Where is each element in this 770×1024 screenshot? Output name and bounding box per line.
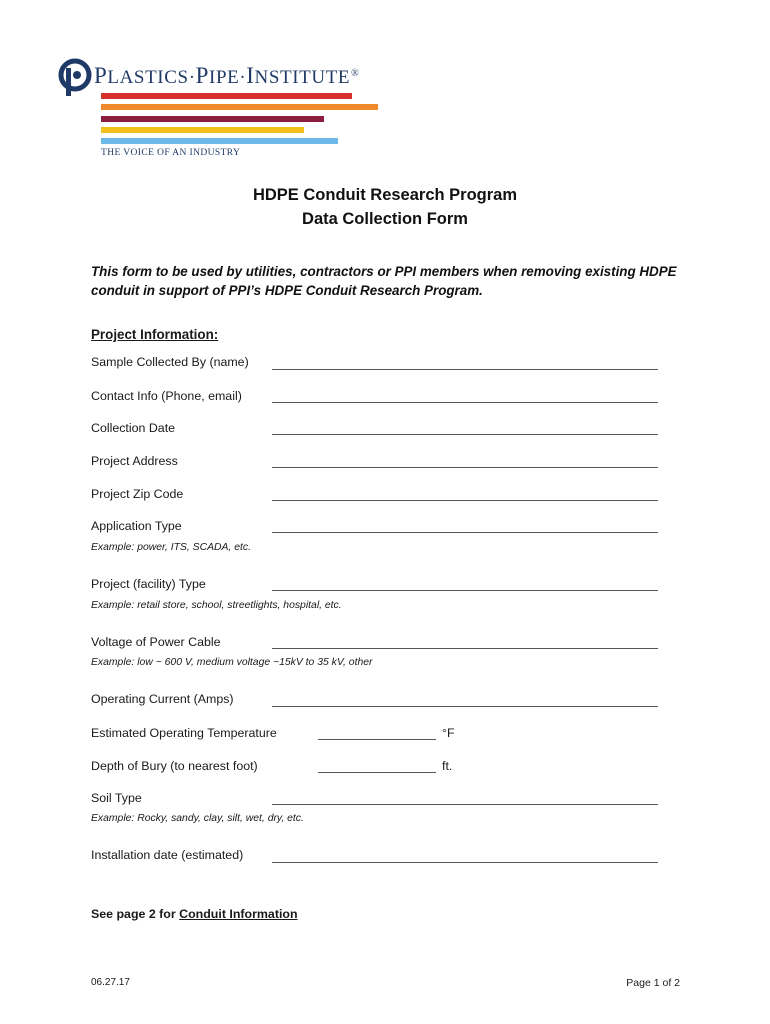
logo-bar-yellow: [101, 127, 304, 133]
label-project-type: Project (facility) Type: [91, 577, 206, 591]
input-project-zip[interactable]: [272, 500, 658, 501]
label-soil-type: Soil Type: [91, 791, 142, 805]
input-contact-info[interactable]: [272, 402, 658, 403]
example-project-type: Example: retail store, school, streetlights, hospital, etc.: [91, 600, 342, 611]
logo-bar-orange: [101, 104, 378, 110]
label-voltage: Voltage of Power Cable: [91, 635, 221, 649]
label-contact-info: Contact Info (Phone, email): [91, 389, 242, 403]
input-soil-type[interactable]: [272, 804, 658, 805]
example-voltage: Example: low ~ 600 V, medium voltage ~15kV to 35 kV, other: [91, 657, 373, 668]
form-title: HDPE Conduit Research Program: [252, 186, 518, 204]
input-operating-current[interactable]: [272, 706, 658, 707]
section-heading: Project Information:: [91, 327, 219, 342]
see-page-note: See page 2 for Conduit Information: [91, 907, 298, 921]
label-operating-current: Operating Current (Amps): [91, 692, 234, 706]
label-operating-temp: Estimated Operating Temperature: [91, 726, 277, 740]
input-depth-of-bury[interactable]: [318, 772, 436, 773]
form-subtitle: Data Collection Form: [302, 210, 468, 228]
logo-bar-blue: [101, 138, 338, 144]
unit-feet: ft.: [442, 759, 453, 773]
input-sample-collected-by[interactable]: [272, 369, 658, 370]
example-soil-type: Example: Rocky, sandy, clay, silt, wet, dry, etc.: [91, 813, 304, 824]
label-project-address: Project Address: [91, 454, 178, 468]
input-installation-date[interactable]: [272, 862, 658, 863]
logo-bar-maroon: [101, 116, 324, 122]
ppi-logo-icon: [58, 58, 94, 103]
example-application-type: Example: power, ITS, SCADA, etc.: [91, 542, 251, 553]
conduit-information-link[interactable]: Conduit Information: [179, 907, 298, 921]
unit-fahrenheit: °F: [442, 726, 455, 740]
label-depth-of-bury: Depth of Bury (to nearest foot): [91, 759, 258, 773]
intro-text: This form to be used by utilities, contractors or PPI members when removing existing HDPE conduit in support of PPI’s HDPE Conduit Research Program.: [91, 264, 677, 298]
input-operating-temp[interactable]: [318, 739, 436, 740]
label-project-zip: Project Zip Code: [91, 487, 184, 501]
footer-page-number: Page 1 of 2: [626, 977, 680, 989]
input-project-type[interactable]: [272, 590, 658, 591]
input-voltage[interactable]: [272, 648, 658, 649]
logo-tagline: THE VOICE OF AN INDUSTRY: [101, 148, 241, 158]
input-project-address[interactable]: [272, 467, 658, 468]
org-name: PLASTICS·PIPE·INSTITUTE®: [94, 63, 360, 88]
footer-date: 06.27.17: [91, 977, 130, 988]
label-application-type: Application Type: [91, 519, 182, 533]
input-collection-date[interactable]: [272, 434, 658, 435]
label-sample-collected-by: Sample Collected By (name): [91, 355, 249, 369]
label-collection-date: Collection Date: [91, 421, 176, 435]
logo-bar-red: [101, 93, 352, 99]
label-installation-date: Installation date (estimated): [91, 848, 244, 862]
input-application-type[interactable]: [272, 532, 658, 533]
